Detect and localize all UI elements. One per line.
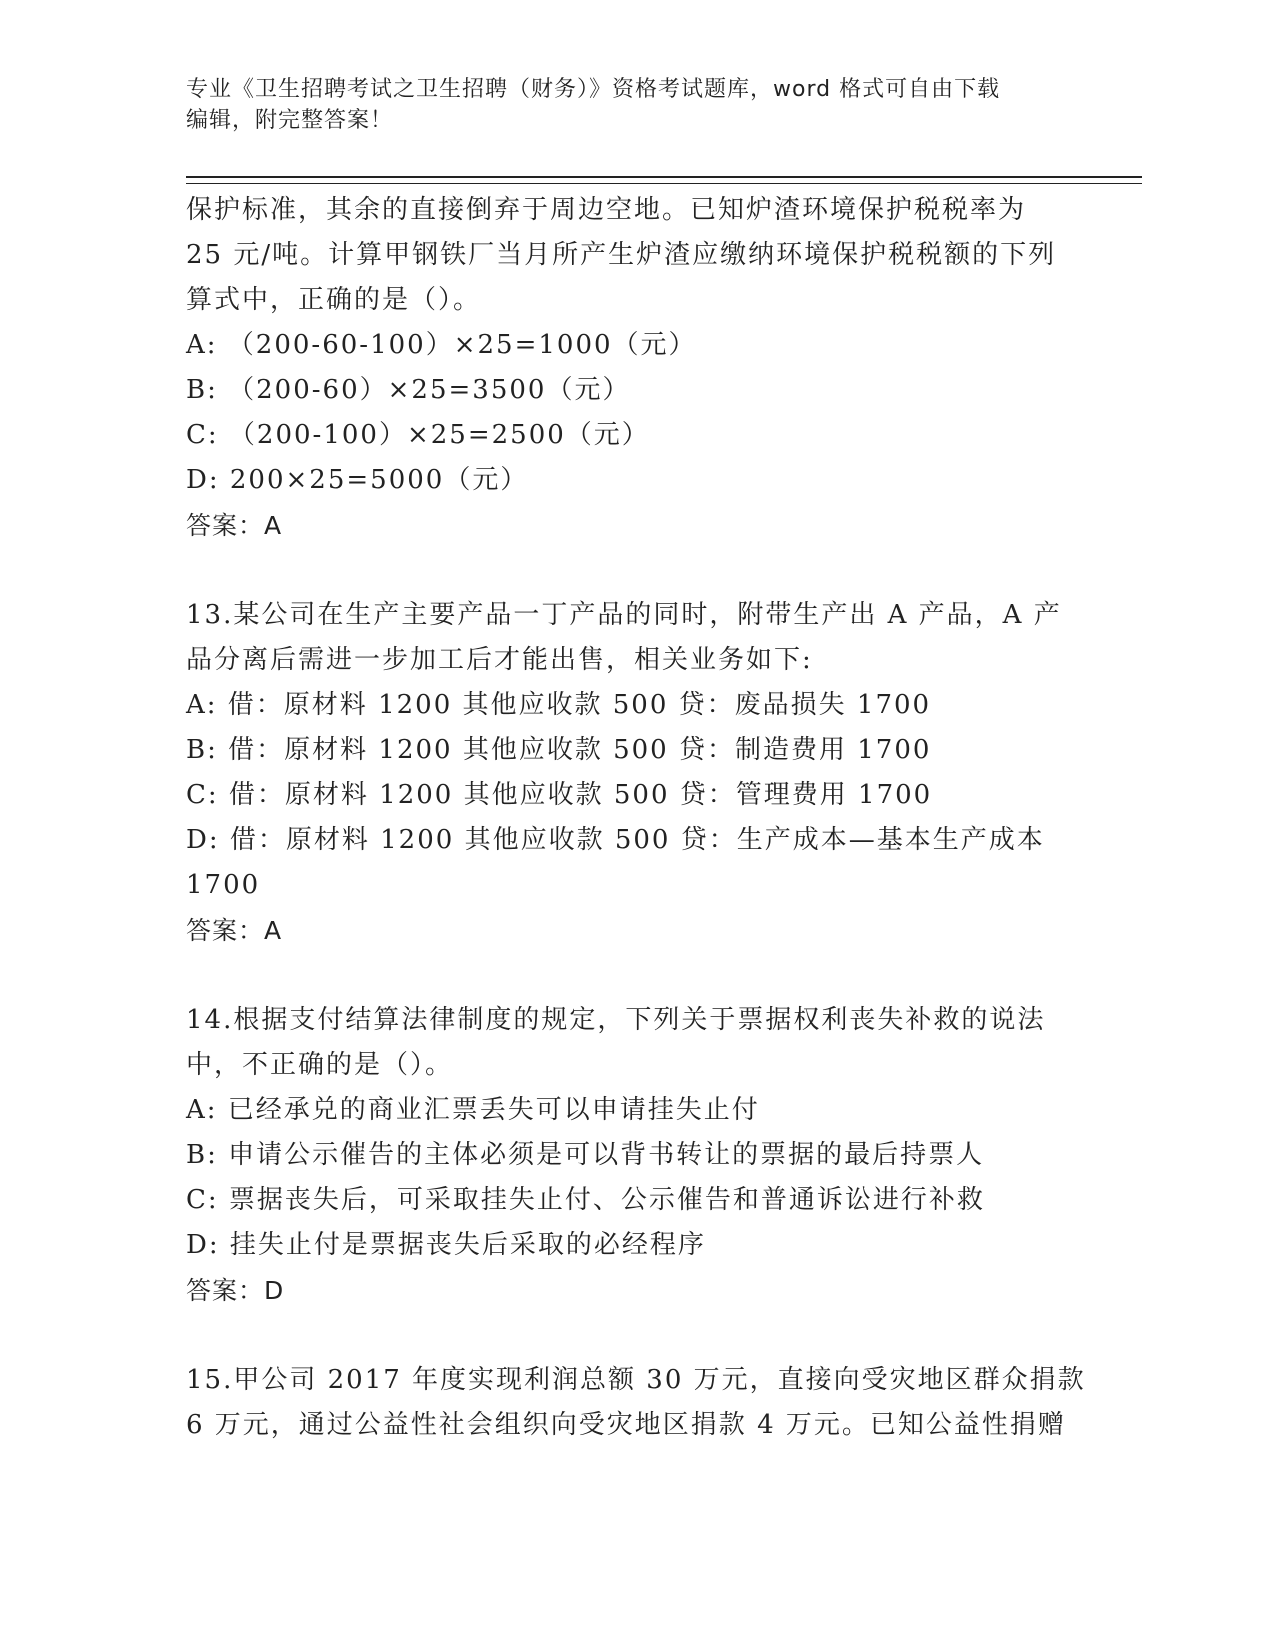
question-text-line: 25 元/吨。计算甲钢铁厂当月所产生炉渣应缴纳环境保护税税额的下列: [186, 240, 1057, 270]
option-d: D: 借：原材料 1200 其他应收款 500 贷：生产成本—基本生产成本: [186, 825, 1045, 855]
option-c: C: 借：原材料 1200 其他应收款 500 贷：管理费用 1700: [186, 780, 933, 810]
question-15: [186, 1358, 1086, 1448]
option-b: B: （200-60）×25=3500（元）: [186, 375, 631, 405]
answer-line: 答案：A: [186, 511, 283, 540]
page-header: [186, 74, 1086, 136]
question-13: [186, 593, 1086, 953]
question-text-line: 品分离后需进一步加工后才能出售，相关业务如下:: [186, 645, 813, 675]
question-text-line: 6 万元，通过公益性社会组织向受灾地区捐款 4 万元。已知公益性捐赠: [186, 1410, 1066, 1440]
spacer: [186, 1313, 1086, 1358]
option-d-continuation: 1700: [186, 870, 261, 900]
question-text-line: 中，不正确的是（）。: [186, 1050, 454, 1080]
option-d: D: 200×25=5000（元）: [186, 465, 529, 495]
header-line-1: 专业《卫生招聘考试之卫生招聘（财务）》资格考试题库，word 格式可自由下载: [186, 77, 1001, 102]
option-a: A: 已经承兑的商业汇票丢失可以申请挂失止付: [186, 1095, 760, 1125]
question-text-line: 15.甲公司 2017 年度实现利润总额 30 万元，直接向受灾地区群众捐款: [186, 1365, 1086, 1395]
question-text-line: 保护标准，其余的直接倒弃于周边空地。已知炉渣环境保护税税率为: [186, 195, 1027, 225]
option-a: A: 借：原材料 1200 其他应收款 500 贷：废品损失 1700: [186, 690, 932, 720]
spacer: [186, 953, 1086, 998]
question-14: [186, 998, 1086, 1313]
question-text-line: 13.某公司在生产主要产品一丁产品的同时，附带生产出 A 产品，A 产: [186, 600, 1062, 630]
answer-line: 答案：A: [186, 916, 283, 945]
question-12: [186, 188, 1086, 548]
header-rule-thin: [186, 183, 1142, 184]
option-b: B: 借：原材料 1200 其他应收款 500 贷：制造费用 1700: [186, 735, 932, 765]
option-c: C: （200-100）×25=2500（元）: [186, 420, 650, 450]
document-body: [186, 188, 1086, 1448]
header-rule-thick: [186, 176, 1142, 178]
question-text-line: 算式中，正确的是（）。: [186, 285, 482, 315]
option-a: A: （200-60-100）×25=1000（元）: [186, 330, 697, 360]
header-line-2: 编辑，附完整答案！: [186, 108, 394, 133]
question-text-line: 14.根据支付结算法律制度的规定，下列关于票据权利丧失补救的说法: [186, 1005, 1046, 1035]
answer-line: 答案：D: [186, 1276, 285, 1305]
option-d: D: 挂失止付是票据丧失后采取的必经程序: [186, 1230, 706, 1260]
spacer: [186, 548, 1086, 593]
option-c: C: 票据丧失后，可采取挂失止付、公示催告和普通诉讼进行补救: [186, 1185, 985, 1215]
option-b: B: 申请公示催告的主体必须是可以背书转让的票据的最后持票人: [186, 1140, 985, 1170]
